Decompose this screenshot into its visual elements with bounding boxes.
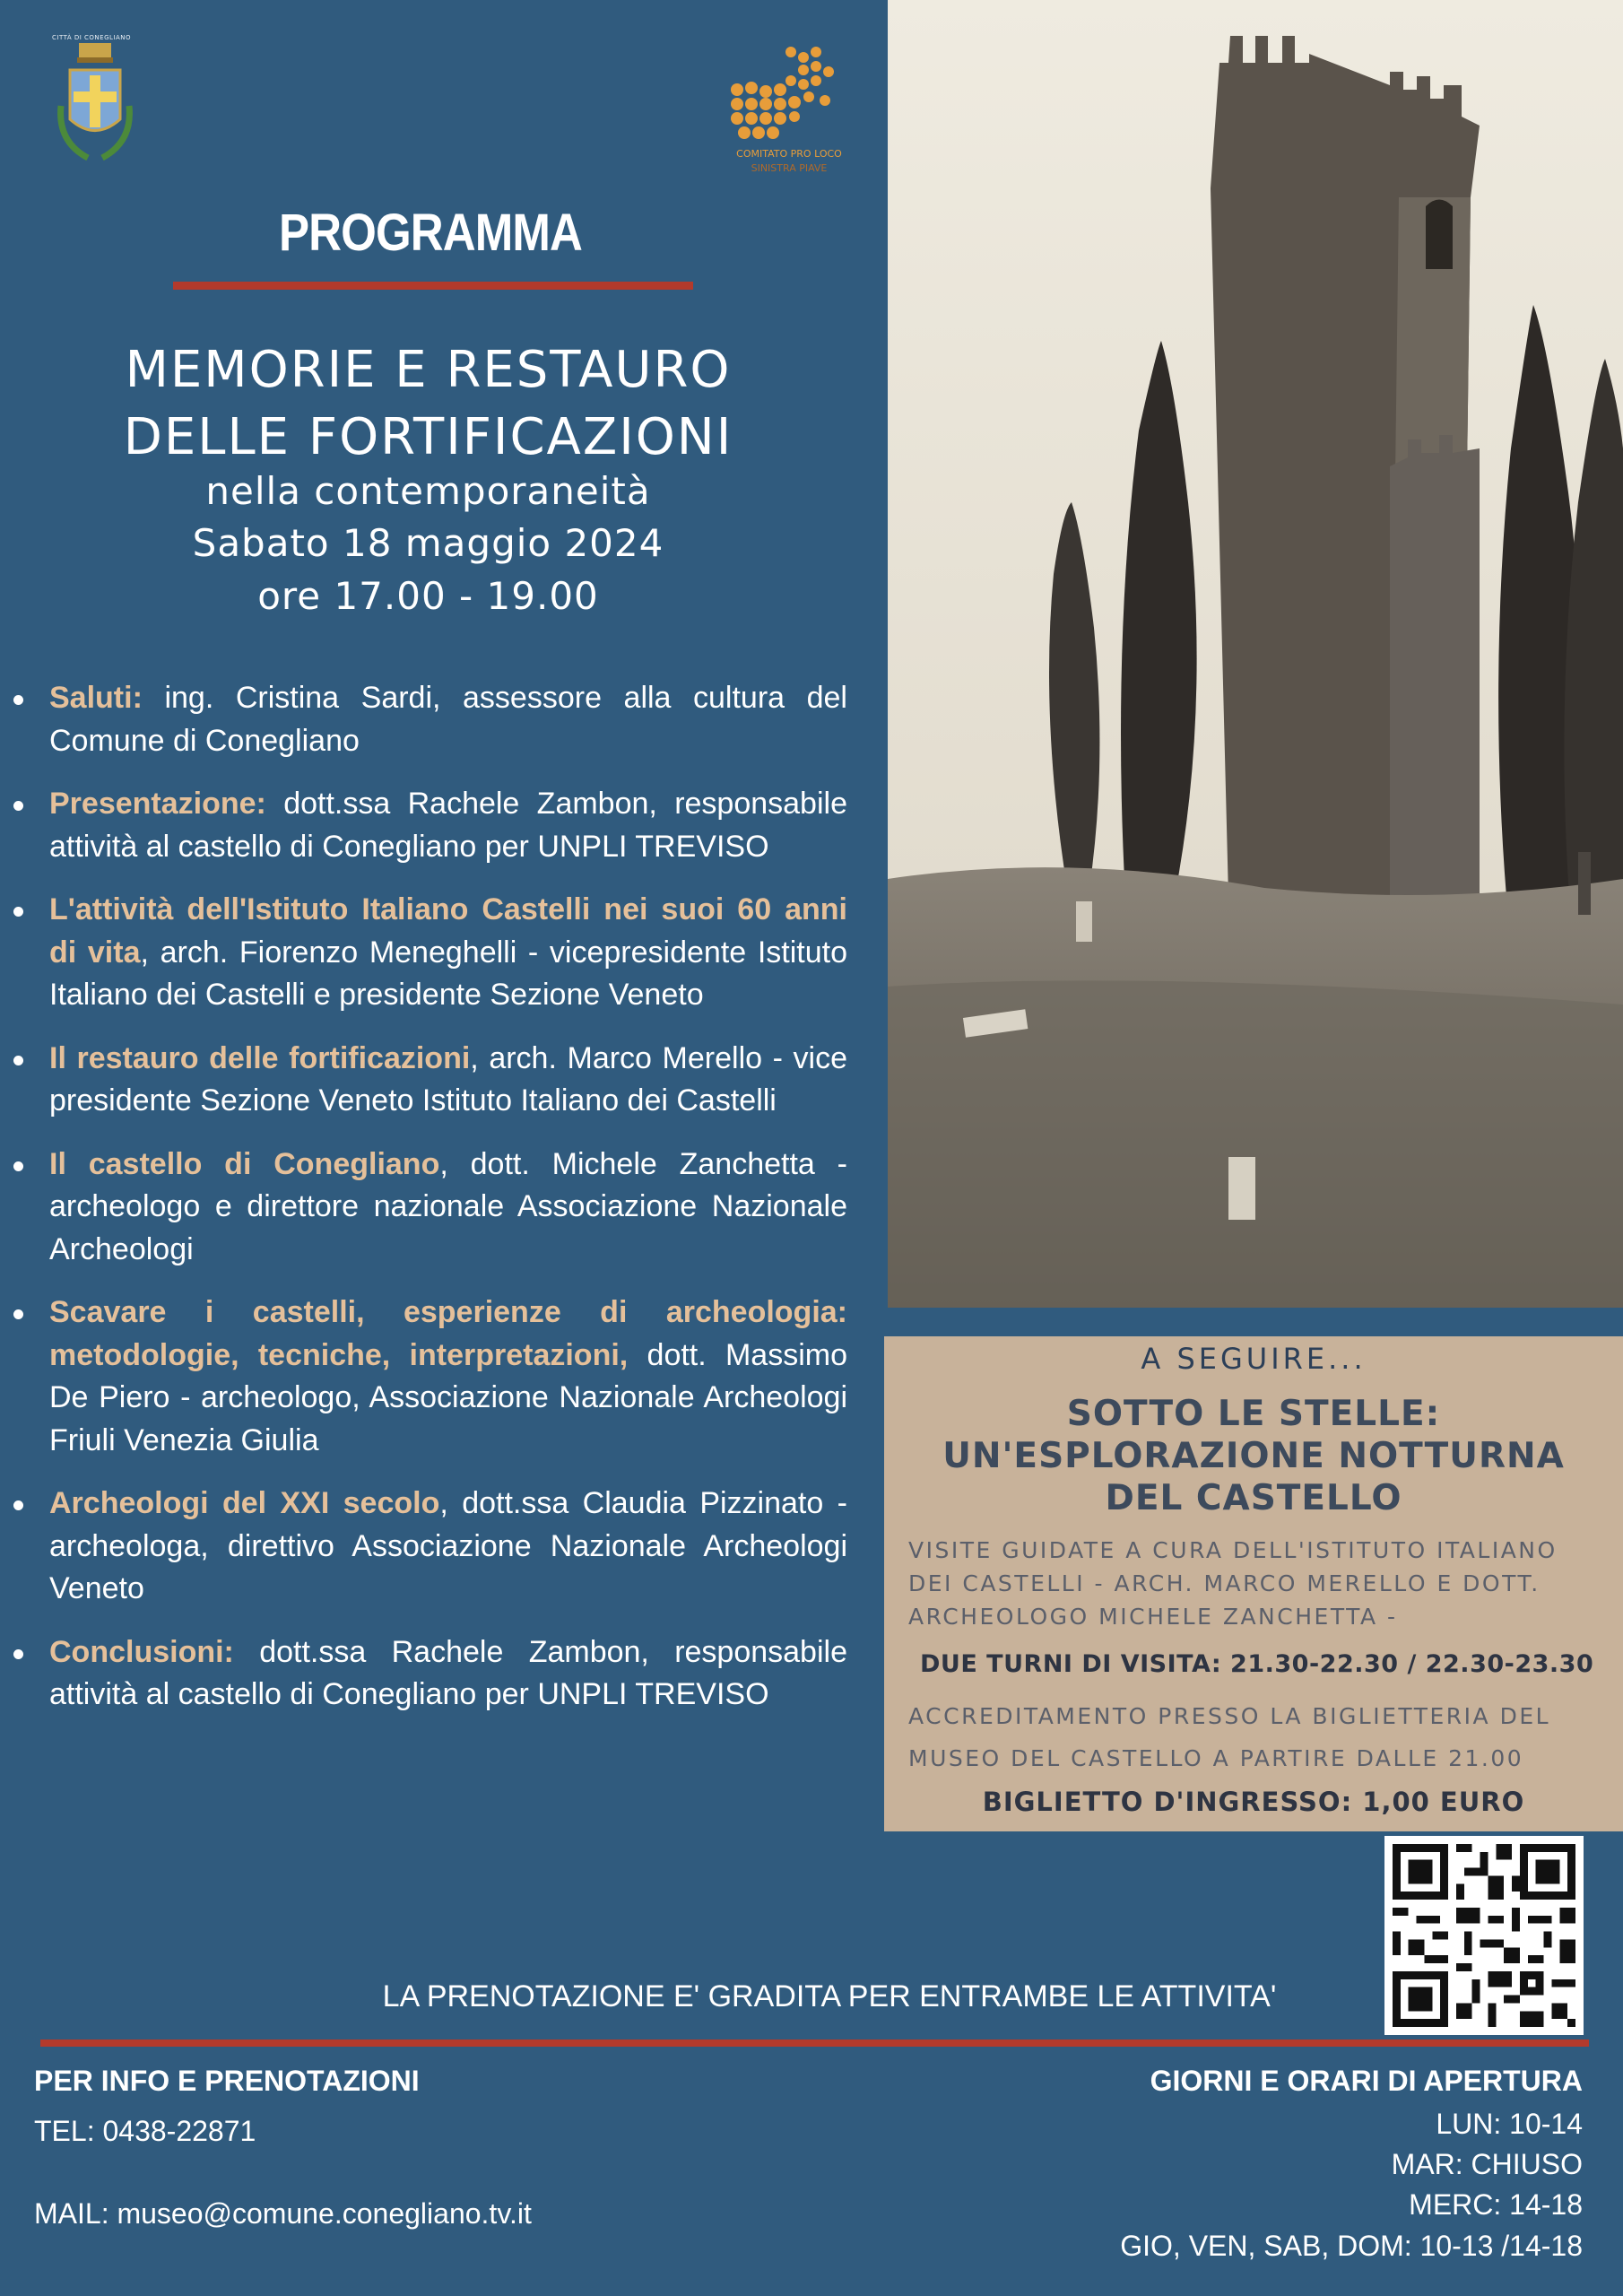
- program-item-text: dott.ssa Rachele Zambon, responsabile attività al castello di Conegliano per UNPLI TREVISO: [49, 787, 847, 864]
- event-subtitle: nella contemporaneità: [205, 469, 651, 513]
- event-title-line2: DELLE FORTIFICAZIONI: [123, 408, 733, 466]
- program-item-label: Saluti:: [49, 681, 143, 715]
- program-item-archeologi: [13, 1483, 847, 1611]
- program-item-conclusioni: [13, 1631, 847, 1717]
- program-list: [13, 677, 847, 1737]
- program-item-text: , arch. Marco Merello - vice presidente Sezione Veneto Istituto Italiano dei Castelli: [49, 1040, 847, 1118]
- contacts-phone[interactable]: TEL: 0438-22871: [34, 2115, 256, 2147]
- program-item-saluti: [13, 677, 847, 762]
- hours-line: GIO, VEN, SAB, DOM: 10-13 /14-18: [1120, 2230, 1583, 2262]
- hours-title: GIORNI E ORARI DI APERTURA: [1150, 2065, 1583, 2097]
- pro-loco-caption: COMITATO PRO LOCO: [736, 148, 842, 160]
- contacts-title: PER INFO E PRENOTAZIONI: [34, 2065, 420, 2097]
- program-item-presentazione: [13, 783, 847, 868]
- program-item-label: Presentazione:: [49, 787, 266, 821]
- event-time: ore 17.00 - 19.00: [257, 574, 599, 618]
- event-date: Sabato 18 maggio 2024: [192, 521, 664, 565]
- event-title-line1: MEMORIE E RESTAURO: [125, 341, 732, 399]
- program-item-text: , dott. Michele Zanchetta - archeologo e direttore nazionale Associazione Nazionale Archeologi: [49, 1146, 847, 1266]
- program-item-label: Il castello di Conegliano: [49, 1146, 440, 1181]
- contacts-email[interactable]: MAIL: museo@comune.conegliano.tv.it: [34, 2197, 532, 2230]
- evening-accreditamento: ACCREDITAMENTO PRESSO LA BIGLIETTERIA DEL MUSEO DEL CASTELLO A PARTIRE DALLE 21.00: [908, 1703, 1551, 1771]
- hours-line: MAR: CHIUSO: [1391, 2148, 1583, 2180]
- evening-title-line2: UN'ESPLORAZIONE NOTTURNA: [942, 1436, 1565, 1476]
- evening-follow-label: A SEGUIRE...: [1141, 1342, 1367, 1376]
- program-item-castello: [13, 1144, 847, 1272]
- top-divider: [173, 282, 693, 290]
- programma-heading: PROGRAMMA: [278, 204, 583, 262]
- castle-tower-photo: [888, 0, 1623, 1308]
- program-item-istituto: [13, 889, 847, 1017]
- program-item-label: Il restauro delle fortificazioni: [49, 1040, 471, 1075]
- program-item-label: Scavare i castelli, esperienze di archeologia: metodologie, tecniche, interpretazioni,: [49, 1295, 847, 1372]
- program-item-text: ing. Cristina Sardi, assessore alla cultura del Comune di Conegliano: [49, 681, 847, 758]
- evening-title-line1: SOTTO LE STELLE:: [1066, 1394, 1441, 1434]
- evening-turni: DUE TURNI DI VISITA: 21.30-22.30 / 22.30-23.30: [920, 1650, 1594, 1678]
- program-item-label: Archeologi del XXI secolo: [49, 1486, 440, 1520]
- program-item-text: , arch. Fiorenzo Meneghelli - vicepresidente Istituto Italiano dei Castelli e presidente Sezione Veneto: [49, 935, 848, 1012]
- program-item-label: L'attività dell'Istituto Italiano Castelli nei suoi 60 anni di vita: [49, 892, 847, 970]
- program-item-text: , dott.ssa Claudia Pizzinato - archeologa, direttivo Associazione Nazionale Archeologi Veneto: [49, 1486, 847, 1605]
- booking-note: LA PRENOTAZIONE E' GRADITA PER ENTRAMBE LE ATTIVITA': [382, 1979, 1277, 2013]
- bottom-divider: [40, 2039, 1589, 2047]
- program-item-restauro: [13, 1038, 847, 1123]
- hours-line: LUN: 10-14: [1436, 2108, 1583, 2140]
- program-item-scavare: [13, 1292, 847, 1462]
- crest-caption: CITTÀ DI CONEGLIANO: [52, 34, 132, 41]
- hours-line: MERC: 14-18: [1409, 2188, 1583, 2221]
- pro-loco-subcaption: SINISTRA PIAVE: [751, 162, 828, 174]
- program-item-text: dott. Massimo De Piero - archeologo, Associazione Nazionale Archeologi Friuli Venezia Giulia: [49, 1337, 847, 1457]
- evening-ticket: BIGLIETTO D'INGRESSO: 1,00 EURO: [982, 1787, 1525, 1817]
- evening-guide-text: VISITE GUIDATE A CURA DELL'ISTITUTO ITALIANO DEI CASTELLI - ARCH. MARCO MERELLO E DOTT. ARCHEOLOGO MICHELE ZANCHETTA -: [908, 1537, 1558, 1630]
- program-item-text: dott.ssa Rachele Zambon, responsabile attività al castello di Conegliano per UNPLI TREVISO: [49, 1634, 847, 1711]
- city-crest-logo: [52, 34, 138, 178]
- program-item-label: Conclusioni:: [49, 1634, 234, 1669]
- evening-title-line3: DEL CASTELLO: [1105, 1478, 1402, 1518]
